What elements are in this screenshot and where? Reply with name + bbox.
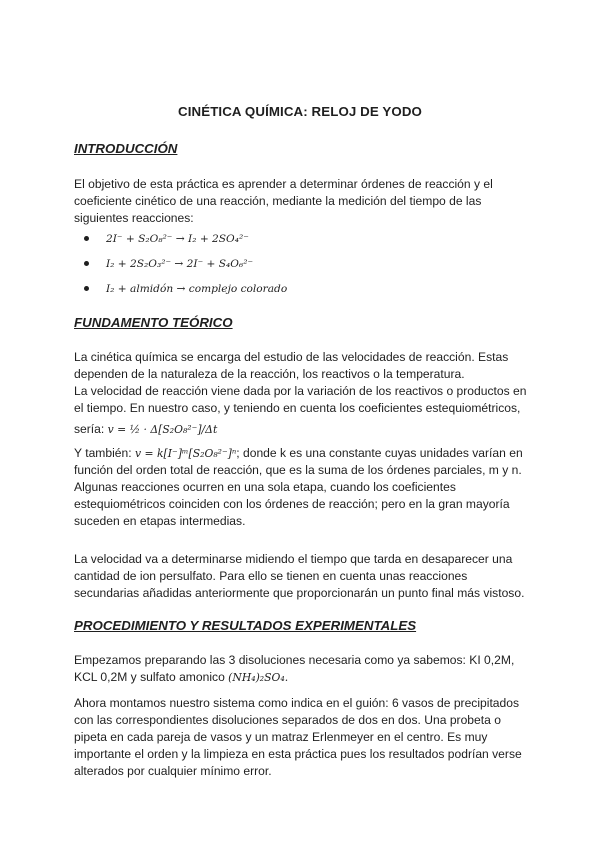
bullet-icon: [84, 286, 89, 291]
reaction-list: [84, 229, 287, 304]
text-line: dependen de la naturaleza de la reacción, los reactivos o la temperatura.: [74, 367, 465, 381]
fundamento-heading: FUNDAMENTO TEÓRICO: [74, 315, 233, 330]
reaction-item: [84, 254, 287, 279]
procedimiento-heading: PROCEDIMIENTO Y RESULTADOS EXPERIMENTALES: [74, 618, 417, 633]
fundamento-paragraph: [74, 349, 534, 530]
text-line: el tiempo. En nuestro caso, y teniendo en cuenta los coeficientes estequiométricos,: [74, 401, 521, 415]
rate-law-text: ; donde k es una constante cuyas unidades varían en: [236, 446, 523, 460]
intro-heading: INTRODUCCIÓN: [74, 141, 178, 156]
text-line: Algunas reacciones ocurren en una sola etapa, cuando los coeficientes: [74, 480, 456, 494]
document-title: CINÉTICA QUÍMICA: RELOJ DE YODO: [178, 104, 422, 119]
rate-law-line: [74, 445, 534, 462]
text-line: alterados por cualquier mínimo error.: [74, 764, 272, 778]
text-line: coeficiente cinético de una reacción, mediante la medición del tiempo de las: [74, 194, 482, 208]
bullet-icon: [84, 236, 89, 241]
fundamento-paragraph-2: [74, 551, 534, 602]
solution-text: KCL 0,2M y sulfato amonico: [74, 670, 225, 684]
text-line: importante el orden y la limpieza en esta práctica pues los resultados podrían verse: [74, 747, 522, 761]
rate-equation-line: [74, 417, 534, 441]
text-line: El objetivo de esta práctica es aprender a determinar órdenes de reacción y el: [74, 177, 493, 191]
text-line: siguientes reacciones:: [74, 211, 194, 225]
bullet-icon: [84, 261, 89, 266]
text-line: La velocidad de reacción viene dada por la variación de los reactivos o productos en: [74, 384, 527, 398]
intro-paragraph: [74, 176, 534, 227]
rate-equation: v = ½ · Δ[S₂O₈²⁻]/Δt: [107, 423, 218, 436]
text-line: función del orden total de reacción, que es la suma de los órdenes parciales, m y n.: [74, 463, 522, 477]
text-line: Ahora montamos nuestro sistema como indica en el guión: 6 vasos de precipitados: [74, 696, 520, 710]
procedimiento-paragraph-2: [74, 695, 534, 780]
reaction-item: [84, 279, 287, 304]
seria-label: sería:: [74, 422, 105, 436]
procedimiento-paragraph-1: [74, 652, 534, 686]
text-line: secundarias añadidas anteriormente que proporcionarán un punto final más vistoso.: [74, 586, 525, 600]
text-line: pipeta en cada pareja de vasos y un matraz Erlenmeyer en el centro. Es muy: [74, 730, 488, 744]
text-line: La velocidad va a determinarse midiendo el tiempo que tarda en desaparecer una: [74, 552, 513, 566]
text-line: con las correspondientes disoluciones separados de dos en dos. Una probeta o: [74, 713, 501, 727]
text-line: suceden en etapas intermedias.: [74, 514, 246, 528]
reaction-item: [84, 229, 287, 254]
rate-law-equation: v = k[I⁻]ᵐ[S₂O₈²⁻]ⁿ: [134, 447, 237, 460]
text-line: [74, 669, 534, 686]
text-line: estequiométricos coinciden con los órdenes de reacción; pero en la gran mayoría: [74, 497, 510, 511]
ammonium-sulfate-formula: (NH₄)₂SO₄.: [228, 671, 289, 684]
tambien-label: Y también:: [74, 446, 132, 460]
reaction-equation: 2I⁻ + S₂O₈²⁻ → I₂ + 2SO₄²⁻: [106, 233, 249, 245]
text-line: Empezamos preparando las 3 disoluciones necesaria como ya sabemos: KI 0,2M,: [74, 653, 515, 667]
text-line: La cinética química se encarga del estudio de las velocidades de reacción. Estas: [74, 350, 509, 364]
text-line: cantidad de ion persulfato. Para ello se tienen en cuenta unas reacciones: [74, 569, 468, 583]
reaction-equation: I₂ + almidón → complejo colorado: [106, 283, 288, 295]
reaction-equation: I₂ + 2S₂O₃²⁻ → 2I⁻ + S₄O₆²⁻: [106, 258, 254, 270]
